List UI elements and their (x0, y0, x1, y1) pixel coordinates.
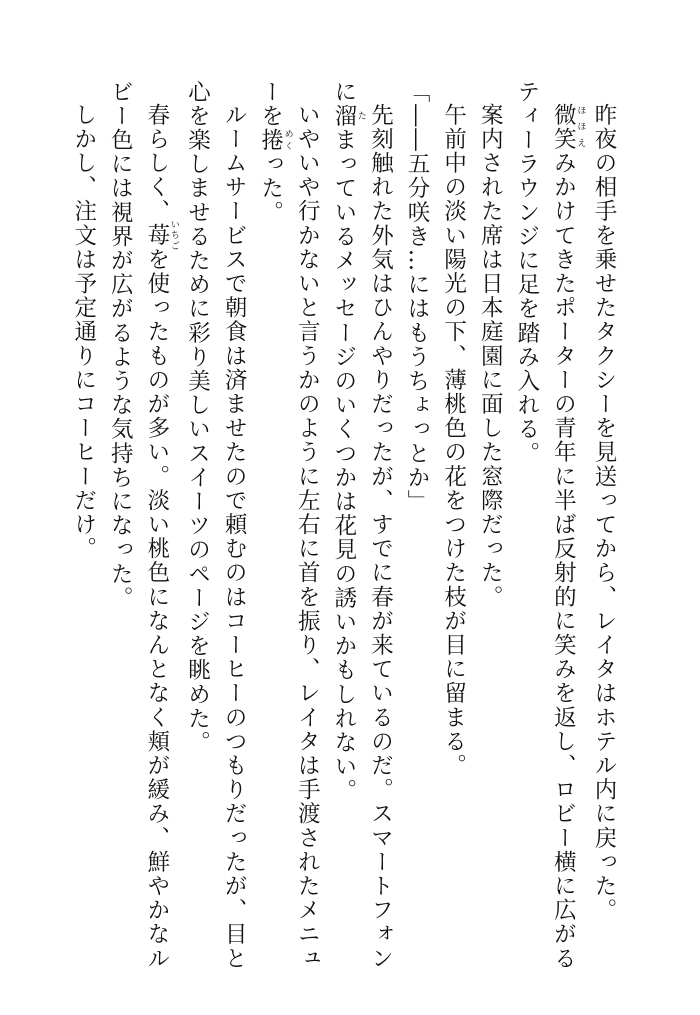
paragraph (585, 80, 622, 980)
paragraph (325, 80, 398, 980)
ruby-reading: いちご (168, 219, 179, 251)
text-run: まっているメッセージのいくつかは花見の誘いかもしれない。 (330, 128, 357, 804)
text-run: 案内された席は日本庭園に面した窓際だった。 (477, 102, 504, 609)
ruby-word (143, 219, 179, 251)
text-run: を使ったものが多い。淡い桃色になんとなく頬が緩み、鮮やかなルビー色には視界が広がるような気持ちになった。 (107, 80, 170, 971)
text-run: 昨夜の相手を乗せたタクシーを見送ってから、レイタはホテル内に戻った。 (591, 102, 617, 922)
ruby-base: 捲 (257, 128, 284, 153)
text-run: ルームサービスで朝食は済ませたので頼むのはコーヒーのつもりだったが、目と心を楽しませるために彩り美しいスイーツのページを眺めた。 (184, 80, 248, 971)
ruby-reading: ほほえ (575, 102, 586, 151)
ruby-base: 微笑 (550, 102, 577, 151)
text-run: みかけてきたポーターの青年に半ば反射的に笑みを返し、ロビー横に広がるティーラウンジに足を踏み入れる。 (513, 80, 577, 971)
paragraph (472, 80, 509, 980)
paragraph (252, 80, 325, 980)
paragraph (435, 80, 472, 980)
dialog-line (398, 80, 435, 980)
ruby-base: 苺 (143, 219, 170, 251)
paragraph (65, 80, 102, 980)
text-run: 午前中の淡い陽光の下、薄桃色の花をつけた枝が目に留まる。 (440, 102, 467, 778)
paragraph (179, 80, 252, 980)
ruby-reading: た (355, 104, 366, 129)
paragraph (102, 80, 179, 980)
text-run: いやいや行かないと言うかのように左右に首を振り、レイタは手渡されたメニューを (257, 80, 321, 971)
paragraph (508, 80, 585, 980)
ruby-word (550, 102, 586, 151)
ruby-word (330, 104, 366, 129)
ruby-base: 溜 (330, 104, 357, 129)
ruby-word (257, 128, 293, 153)
text-run: った。 (257, 152, 284, 225)
ruby-reading: めく (282, 128, 293, 153)
text-run: しかし、注文は予定通りにコーヒーだけ。 (70, 102, 97, 561)
text-run: 春らしく、 (143, 102, 170, 223)
body-text (65, 80, 622, 980)
text-run: 「――五分咲き…にはもうちょっとか」 (404, 80, 431, 514)
text-run: 先刻触れた外気はひんやりだったが、すでに春が来ているのだ。スマートフォンに (330, 80, 394, 971)
